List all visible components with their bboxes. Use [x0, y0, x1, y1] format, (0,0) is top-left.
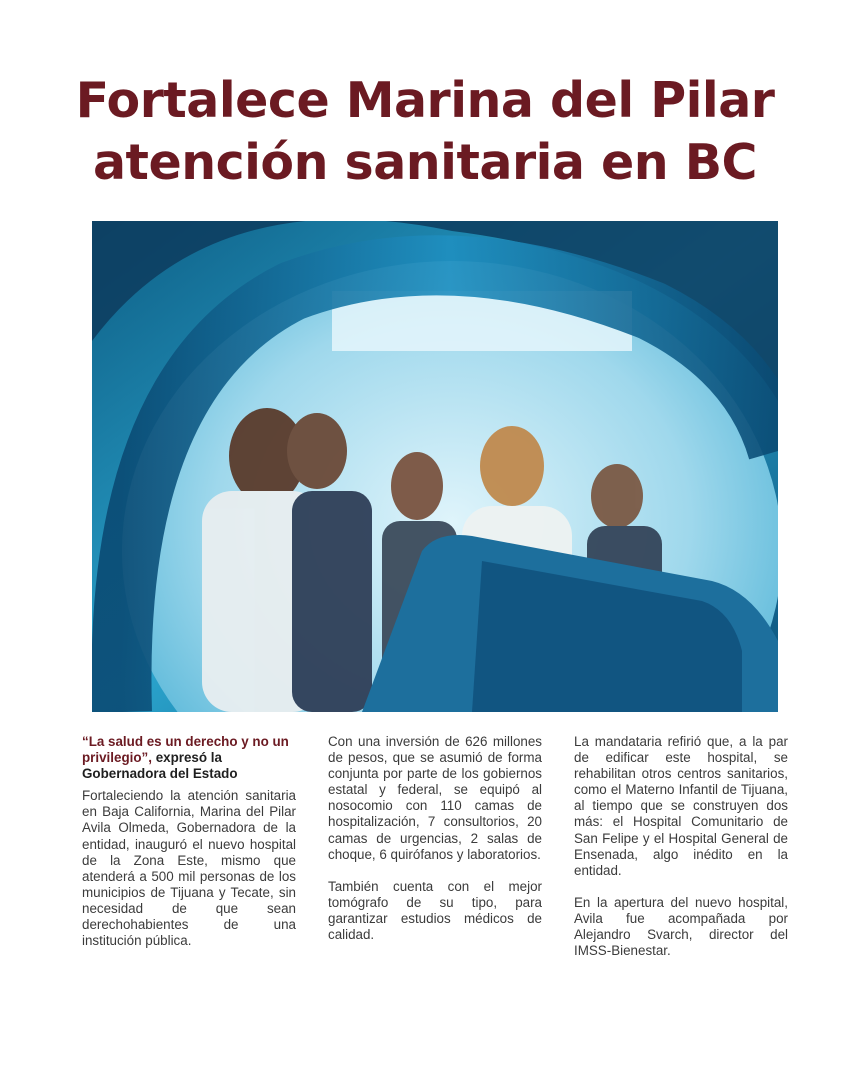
pull-quote-attribution: expresó la Gobernadora del Estado — [82, 750, 238, 782]
paragraph-3: También cuenta con el mejor tomógrafo de su tipo, para garantizar estudios médicos de calidad. — [328, 878, 542, 943]
headline-line-1: Fortalece Marina del Pilar — [75, 72, 775, 129]
ct-scanner-photo-illustration — [92, 221, 778, 712]
paragraph-5: En la apertura del nuevo hospital, Avila fue acompañada por Alejandro Svarch, director del IMSS-Bienestar. — [574, 894, 788, 959]
article-photo — [92, 221, 778, 712]
column-3 — [574, 734, 788, 959]
column-2 — [328, 734, 542, 943]
column-1 — [82, 734, 296, 949]
headline — [40, 70, 810, 194]
headline-line-2: atención sanitaria en BC — [92, 134, 758, 191]
pull-quote-highlight: “La salud es un derecho y no un privilegio”, — [82, 734, 289, 766]
paragraph-1: Fortaleciendo la atención sanitaria en Baja California, Marina del Pilar Avila Olmeda, Gobernadora de la entidad, inauguró el nuevo hospital de la Zona Este, mismo que atenderá a 500 mil personas de los municipios de Tijuana y Tecate, sin necesidad de que sean derechohabientes de una institución pública. — [82, 788, 296, 949]
pull-quote — [82, 734, 296, 782]
paragraph-2: Con una inversión de 626 millones de pesos, que se asumió de forma conjunta por parte de los gobiernos estatal y federal, se equipó al nosocomio con 110 camas de hospitalización, 7 consultorios, 20 camas de urgencias, 2 salas de choque, 6 quirófanos y laboratorios. — [328, 734, 542, 862]
paragraph-4: La mandataria refirió que, a la par de edificar este hospital, se rehabilitan otros centros sanitarios, como el Materno Infantil de Tijuana, al tiempo que se construyen dos más: el Hospital Comunitario de San Felipe y el Hospital General de Ensenada, algo inédito en la entidad. — [574, 734, 788, 878]
